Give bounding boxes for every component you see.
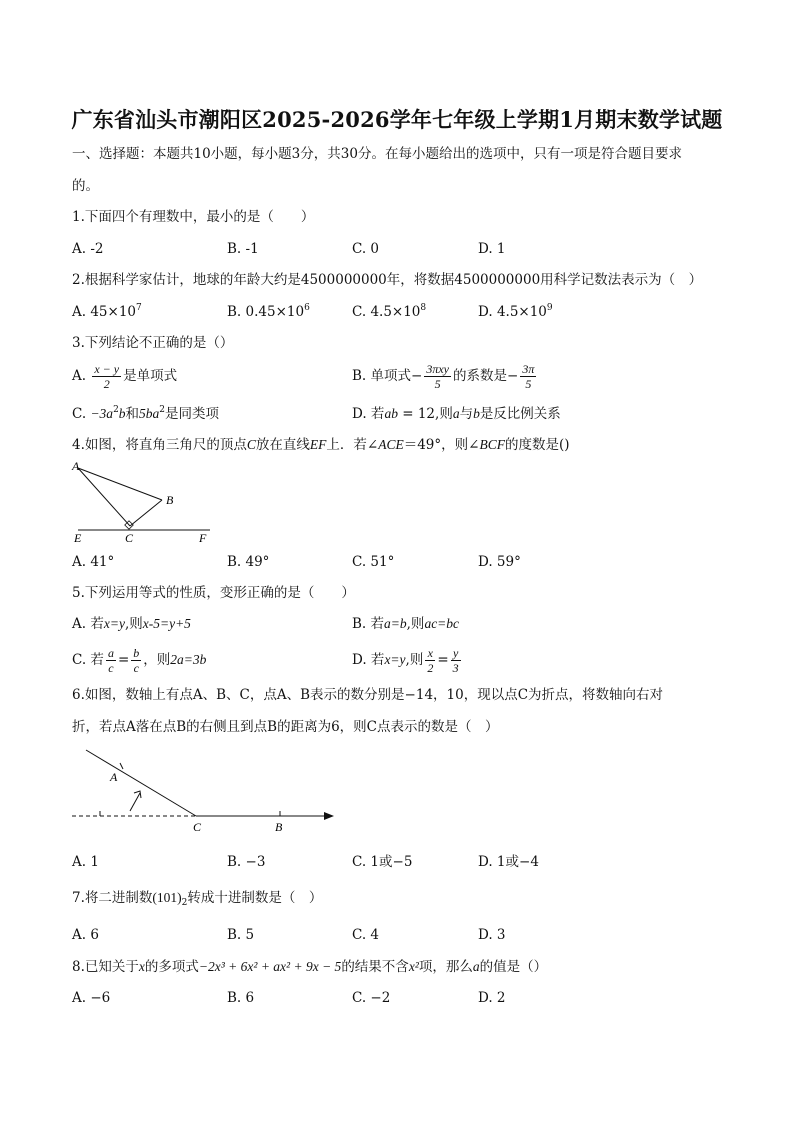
question-8-option-b: B. 6 <box>227 990 255 1006</box>
question-4-stem: 4.如图，将直角三角尺的顶点C放在直线EF上．若∠ACE＝49°，则∠BCF的度数是() <box>72 437 570 453</box>
question-8-stem: 8.已知关于x的多项式−2x³ + 6x² + ax² + 9x − 5的结果不含x²项，那么a的值是（） <box>72 959 548 975</box>
question-5-stem: 5.下列运用等式的性质，变形正确的是（ ） <box>72 585 355 601</box>
question-8-option-a: A. −6 <box>72 990 111 1006</box>
question-1-option-d: D. 1 <box>478 241 506 257</box>
question-7-option-b: B. 5 <box>227 927 255 943</box>
figure-label-e: E <box>74 531 82 544</box>
question-8-option-c: C. −2 <box>352 990 391 1006</box>
question-4-option-c: C. 51° <box>352 554 395 570</box>
question-6-stem-line1: 6.如图，数轴上有点A、B、C，点A、B表示的数分别是−14，10，现以点C为折点，将数轴向右对 <box>72 687 664 703</box>
question-1-option-a: A. -2 <box>72 241 104 257</box>
figure-label-a: A <box>110 770 118 784</box>
question-5-option-a: A. 若x=y,则x-5=y+5 <box>72 616 191 632</box>
question-7-option-a: A. 6 <box>72 927 99 943</box>
question-4-figure <box>70 458 215 544</box>
question-6-stem-line2: 折，若点A落在点B的右侧且到点B的距离为6，则C点表示的数是（ ） <box>72 719 499 735</box>
question-3-option-a: A. $\frac{x - y}{2}$ 是单项式 <box>72 362 178 391</box>
question-6-option-d: D. 1或−4 <box>478 854 539 870</box>
figure-label-a: A <box>72 459 80 473</box>
question-4-option-d: D. 59° <box>478 554 521 570</box>
question-6-option-a: A. 1 <box>72 854 99 870</box>
figure-label-c: C <box>193 820 202 834</box>
question-8-option-d: D. 2 <box>478 990 506 1006</box>
question-1-option-b: B. -1 <box>227 241 259 257</box>
question-3-option-d: D. 若ab = 12,则a与b是反比例关系 <box>352 406 561 422</box>
question-2-option-c: C. $4.5\times 10^8$ <box>352 303 427 320</box>
question-6-option-c: C. 1或−5 <box>352 854 413 870</box>
question-1-stem: 1.下面四个有理数中，最小的是（ ） <box>72 209 315 225</box>
question-7-option-d: D. 3 <box>478 927 506 943</box>
question-1-option-c: C. 0 <box>352 241 380 257</box>
question-7-option-c: C. 4 <box>352 927 380 943</box>
figure-label-b: B <box>166 493 174 507</box>
question-2-option-a: A. $45\times 10^7$ <box>72 303 142 320</box>
question-3-stem: 3.下列结论不正确的是（） <box>72 335 234 351</box>
question-5-option-c: C. 若 $\frac{a}{c}$ = $\frac{b}{c}$ ，则2a=3b <box>72 646 207 675</box>
question-7-stem: 7.将二进制数$(101)_2$转成十进制数是（ ） <box>72 890 323 908</box>
question-4-option-b: B. 49° <box>227 554 270 570</box>
section-instruction-line1: 一、选择题：本题共10小题，每小题3分，共30分。在每小题给出的选项中，只有一项是符合题目要求 <box>72 146 682 162</box>
question-5-option-b: B. 若a=b,则ac=bc <box>352 616 460 632</box>
figure-label-b: B <box>275 820 283 834</box>
figure-label-f: F <box>199 531 207 544</box>
question-6-figure <box>68 745 343 837</box>
question-2-option-b: B. $0.45\times 10^6$ <box>227 303 310 320</box>
figure-label-c: C <box>125 531 134 544</box>
question-5-option-d: D. 若x=y,则 $\frac{x}{2}$ = $\frac{y}{3}$ <box>352 646 459 675</box>
section-instruction-line2: 的。 <box>72 178 99 194</box>
page-title: 广东省汕头市潮阳区2025-2026学年七年级上学期1月期末数学试题 <box>71 107 723 132</box>
question-4-option-a: A. 41° <box>72 554 115 570</box>
question-2-stem: 2.根据科学家估计，地球的年龄大约是4500000000年，将数据4500000000用科学记数法表示为（ ） <box>72 272 703 288</box>
question-3-option-b: B. 单项式− $\frac{\text{3πxy}}{5}$ 的系数是− $\frac{3\pi}{5}$ <box>352 362 535 391</box>
question-2-option-d: D. $4.5\times 10^9$ <box>478 303 553 320</box>
question-3-option-c: C. $-3a^2b$和$5ba^2$是同类项 <box>72 405 220 422</box>
question-6-option-b: B. −3 <box>227 854 266 870</box>
